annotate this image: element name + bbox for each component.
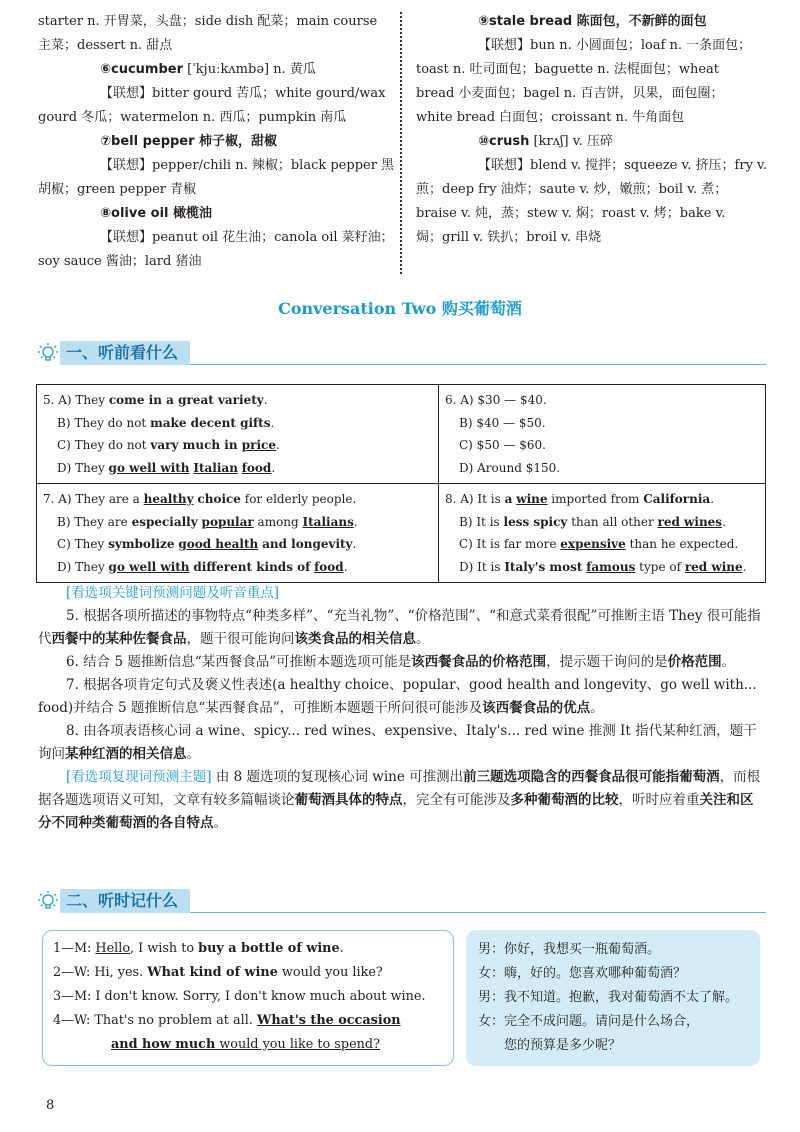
page-number: 8 (46, 1098, 55, 1113)
dialogue-line: 您的预算是多少呢？ (504, 1038, 622, 1053)
analysis-heading: [看选项关键词预测问题及听音重点] (66, 585, 280, 601)
analysis-paragraph-8: 8. 由各项表语核心词 a wine、spicy... red wines、expensive、Italy's... red wine 推测 It 指代某种红酒，题干询问某种红酒的相关信息。 (38, 723, 757, 762)
vocab-headword: ⑥cucumber (100, 62, 184, 77)
vocab-line: soy sauce 酱油；lard 猪油 (38, 254, 202, 269)
vocab-line: bread 小麦面包；bagel n. 百吉饼，贝果，面包圈； (416, 86, 724, 101)
option-6d: D) Around $150. (459, 460, 561, 475)
options-table (36, 384, 766, 583)
analysis-paragraph-theme: [看选项复现词预测主题] 由 8 题选项的复现核心词 wine 可推测出前三题选项隐含的西餐食品很可能指葡萄酒，而根据各题选项语义可知，文章有较多篇幅谈论葡萄酒具体的特点，完全有可能涉及多种葡萄酒的比较，听时应着重关注和区分不同种类葡萄酒的各自特点。 (38, 769, 761, 831)
question-8-options (439, 484, 766, 583)
dialogue-line: 女：完全不成问题。请问是什么场合， (478, 1014, 700, 1029)
dialogue-line: 男：你好，我想买一瓶葡萄酒。 (478, 942, 661, 957)
vocab-headword: ⑦bell pepper 柿子椒，甜椒 (100, 134, 278, 149)
option-5b: B) They do not make decent gifts. (57, 415, 275, 430)
lightbulb-icon (36, 340, 60, 366)
vocab-line: starter n. 开胃菜，头盘；side dish 配菜；main course (38, 14, 378, 29)
section-label: 二、听时记什么 (60, 889, 190, 913)
section-heading-while-listening (36, 888, 766, 914)
option-7a: 7. A) They are a healthy choice for elderly people. (43, 492, 357, 506)
vocab-line: 【联想】peanut oil 花生油；canola oil 菜籽油； (100, 230, 394, 245)
option-8b: B) It is less spicy than all other red wines. (459, 514, 726, 529)
question-6-options (439, 385, 766, 484)
dialogue-english (42, 930, 454, 1066)
conversation-title: Conversation Two 购买葡萄酒 (278, 299, 522, 318)
lightbulb-icon (36, 888, 60, 914)
vocab-line: 【联想】bitter gourd 苦瓜；white gourd/wax (100, 86, 386, 101)
option-7b: B) They are especially popular among Italians. (57, 514, 358, 529)
vocab-line: toast n. 吐司面包；baguette n. 法棍面包；wheat (416, 62, 720, 77)
dialogue-line: 1—M: Hello, I wish to buy a bottle of wine. (53, 941, 344, 956)
vocab-headword: ⑨stale bread 陈面包，不新鲜的面包 (478, 14, 707, 29)
dialogue-line: 4—W: That's no problem at all. What's the occasion (53, 1013, 401, 1028)
dialogue-line: 女：嗨，好的。您喜欢哪种葡萄酒？ (478, 966, 687, 981)
section-rule (190, 364, 766, 365)
vocab-headword: ⑧olive oil 橄榄油 (100, 206, 213, 221)
vocab-line: [ˈkjuːkʌmbə] n. 黄瓜 (183, 62, 316, 77)
vocab-line: white bread 白面包；croissant n. 牛角面包 (416, 110, 685, 125)
question-5-options (37, 385, 439, 484)
vocab-line: 焗；grill v. 铁扒；broil v. 串烧 (416, 230, 602, 245)
analysis-paragraph-6: 6. 结合 5 题推断信息“某西餐食品”可推断本题选项可能是该西餐食品的价格范围，提示题干询问的是价格范围。 (66, 654, 736, 670)
vocab-line: 主菜；dessert n. 甜点 (38, 38, 173, 53)
vocab-line: braise v. 炖，蒸；stew v. 焖；roast v. 烤；bake v. (416, 206, 726, 221)
dialogue-line: 2—W: Hi, yes. What kind of wine would you like? (53, 965, 383, 980)
column-divider (400, 12, 406, 274)
vocab-line: 【联想】bun n. 小圆面包；loaf n. 一条面包； (478, 38, 752, 53)
vocab-line: 胡椒；green pepper 青椒 (38, 182, 197, 197)
option-5d: D) They go well with Italian food. (57, 460, 276, 475)
vocab-headword: ⑩crush (478, 134, 530, 149)
dialogue-line: 男：我不知道。抱歉，我对葡萄酒不太了解。 (478, 990, 739, 1005)
option-7d: D) They go well with different kinds of food. (57, 559, 348, 574)
analysis-paragraph-7: 7. 根据各项肯定句式及褒义性表述(a healthy choice、popular、good health and longevity、go well with... food)并结合 5 题推断信息“某西餐食品”，可推断本题题干所问很可能涉及该西餐食品的优点。 (38, 677, 757, 716)
dialogue-chinese (466, 930, 760, 1066)
question-7-options (37, 484, 439, 583)
option-6b: B) $40 — $50. (459, 415, 546, 430)
option-8d: D) It is Italy's most famous type of red wine. (459, 559, 747, 574)
vocab-right-column (416, 10, 766, 250)
vocab-entry-cucumber (38, 58, 386, 82)
dialogue-line: and how much would you like to spend? (111, 1037, 380, 1052)
option-8a: 8. A) It is a wine imported from California. (445, 492, 715, 506)
dialogue-line: 3—M: I don't know. Sorry, I don't know much about wine. (53, 989, 426, 1004)
option-6c: C) $50 — $60. (459, 438, 546, 452)
vocab-line: 【联想】pepper/chili n. 辣椒；black pepper 黑 (100, 158, 395, 173)
section-heading-before-listening (36, 340, 766, 366)
option-5a: 5. A) They come in a great variety. (43, 393, 268, 407)
option-5c: C) They do not vary much in price. (57, 438, 280, 452)
section-label: 一、听前看什么 (60, 341, 190, 365)
vocab-line: gourd 冬瓜；watermelon n. 西瓜；pumpkin 南瓜 (38, 110, 347, 125)
option-7c: C) They symbolize good health and longevity. (57, 537, 357, 551)
vocab-entry-crush (416, 130, 766, 154)
option-8c: C) It is far more expensive than he expected. (459, 537, 739, 551)
vocab-line: 煎；deep fry 油炸；saute v. 炒，嫩煎；boil v. 煮； (416, 182, 728, 197)
analysis-paragraph-5: 5. 根据各项所描述的事物特点“种类多样”、“充当礼物”、“价格范围”、“和意式菜肴很配”可推断主语 They 很可能指代西餐中的某种佐餐食品，题干很可能询问该类食品的相关信息。 (38, 608, 761, 647)
section-rule (190, 912, 766, 913)
vocab-left-column (38, 10, 395, 274)
analysis-section (38, 582, 766, 835)
vocab-line: 【联想】blend v. 搅拌；squeeze v. 挤压；fry v. (478, 158, 767, 173)
option-6a: 6. A) $30 — $40. (445, 393, 547, 407)
vocab-line: [krʌʃ] v. 压碎 (529, 134, 613, 149)
